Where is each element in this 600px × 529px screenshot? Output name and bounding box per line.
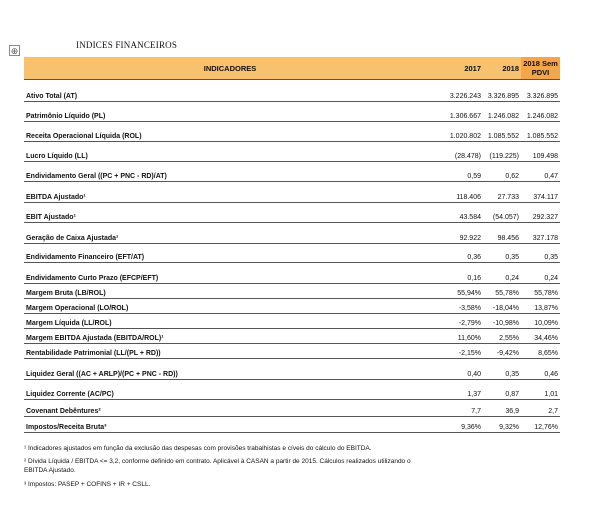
value-2017: (28.478) — [436, 142, 483, 162]
value-2018: 0,35 — [483, 244, 521, 263]
value-2018-sem-pdvi: 292.327 — [521, 203, 560, 223]
row-label: Margem Operacional (LO/ROL) — [24, 299, 436, 314]
value-2018-sem-pdvi: 374.117 — [521, 182, 560, 203]
table-row — [24, 244, 560, 263]
value-2018: 0,35 — [483, 359, 521, 380]
table-move-handle-icon[interactable]: ⊕ — [10, 46, 19, 56]
table-row — [24, 329, 560, 344]
value-2018-sem-pdvi: 1,01 — [521, 380, 560, 400]
value-2017: 9,36% — [436, 417, 483, 433]
value-2018: 0,62 — [483, 162, 521, 182]
page-title: INDICES FINANCEIROS — [76, 40, 178, 50]
value-2018: 55,78% — [483, 284, 521, 299]
value-2018-sem-pdvi: 55,78% — [521, 284, 560, 299]
value-2018-sem-pdvi: 3.326.895 — [521, 80, 560, 102]
row-label: Margem Bruta (LB/ROL) — [24, 284, 436, 299]
value-2018-sem-pdvi: 2,7 — [521, 400, 560, 417]
row-label: Patrimônio Líquido (PL) — [24, 102, 436, 122]
value-2017: 1,37 — [436, 380, 483, 400]
header-2017: 2017 — [436, 57, 483, 80]
value-2018-sem-pdvi: 8,65% — [521, 344, 560, 359]
value-2017: 1.020.802 — [436, 122, 483, 142]
table-row — [24, 162, 560, 182]
row-label: Endividamento Financeiro (EFT/AT) — [24, 244, 436, 263]
footnote-2: ² Dívida Líquida / EBITDA <= 3,2, conforme definido em contrato. Aplicável à CASAN a partir de 2015. Cálculos realizados utilizando o EBITDA Ajustado. — [24, 458, 411, 474]
table-row — [24, 359, 560, 380]
value-2018: -10,98% — [483, 314, 521, 329]
value-2018: 36,9 — [483, 400, 521, 417]
value-2018: 1.085.552 — [483, 122, 521, 142]
value-2018: 9,32% — [483, 417, 521, 433]
value-2018: 2,55% — [483, 329, 521, 344]
value-2017: 0,36 — [436, 244, 483, 263]
value-2017: 43.584 — [436, 203, 483, 223]
value-2017: 92.922 — [436, 223, 483, 244]
value-2017: 0,40 — [436, 359, 483, 380]
value-2018-sem-pdvi: 13,87% — [521, 299, 560, 314]
table-row — [24, 223, 560, 244]
value-2018-sem-pdvi: 34,46% — [521, 329, 560, 344]
row-label: Endividamento Curto Prazo (EFCP/EFT) — [24, 263, 436, 284]
row-label: Liquidez Geral ((AC + ARLP)/(PC + PNC - RD)) — [24, 359, 436, 380]
value-2018-sem-pdvi: 327.178 — [521, 223, 560, 244]
value-2018: 3.326.895 — [483, 80, 521, 102]
value-2017: 0,59 — [436, 162, 483, 182]
value-2017: 7,7 — [436, 400, 483, 417]
footnotes — [24, 444, 424, 494]
value-2017: 3.226.243 — [436, 80, 483, 102]
table-row — [24, 380, 560, 400]
value-2018-sem-pdvi: 10,09% — [521, 314, 560, 329]
row-label: Rentabilidade Patrimonial (LL/(PL + RD)) — [24, 344, 436, 359]
value-2017: 1.306.667 — [436, 102, 483, 122]
footnote-3: ³ Impostos: PASEP + COFINS + IR + CSLL. — [24, 481, 151, 488]
table-row — [24, 102, 560, 122]
table-row — [24, 203, 560, 223]
value-2017: -2,79% — [436, 314, 483, 329]
value-2018-sem-pdvi: 0,47 — [521, 162, 560, 182]
value-2018: 0,87 — [483, 380, 521, 400]
value-2018: (54.057) — [483, 203, 521, 223]
row-label: Ativo Total (AT) — [24, 80, 436, 102]
table-row — [24, 299, 560, 314]
table-row — [24, 284, 560, 299]
value-2018: -9,42% — [483, 344, 521, 359]
table-row — [24, 263, 560, 284]
value-2018-sem-pdvi: 0,46 — [521, 359, 560, 380]
row-label: Margem EBITDA Ajustada (EBITDA/ROL)¹ — [24, 329, 436, 344]
table-row — [24, 400, 560, 417]
row-label: Margem Líquida (LL/ROL) — [24, 314, 436, 329]
table-row — [24, 182, 560, 203]
value-2018-sem-pdvi: 12,76% — [521, 417, 560, 433]
financial-indices-table — [24, 57, 560, 433]
value-2018: 98.456 — [483, 223, 521, 244]
value-2018-sem-pdvi: 1.246.082 — [521, 102, 560, 122]
table-row — [24, 344, 560, 359]
row-label: Geração de Caixa Ajustada¹ — [24, 223, 436, 244]
value-2017: 118.406 — [436, 182, 483, 203]
value-2018-sem-pdvi: 1.085.552 — [521, 122, 560, 142]
table-row — [24, 122, 560, 142]
value-2018: -18,04% — [483, 299, 521, 314]
table-row — [24, 142, 560, 162]
value-2018: 27.733 — [483, 182, 521, 203]
value-2017: 55,94% — [436, 284, 483, 299]
header-indicators: INDICADORES — [24, 57, 436, 80]
value-2018: 0,24 — [483, 263, 521, 284]
table-row — [24, 80, 560, 102]
value-2017: 11,60% — [436, 329, 483, 344]
row-label: Lucro Líquido (LL) — [24, 142, 436, 162]
value-2018-sem-pdvi: 0,35 — [521, 244, 560, 263]
footnote-1: ¹ Indicadores ajustados em função da exclusão das despesas com provisões trabalhistas e cíveis do cálculo do EBITDA. — [24, 445, 372, 452]
table-row — [24, 314, 560, 329]
header-2018: 2018 — [483, 57, 521, 80]
value-2018: 1.246.082 — [483, 102, 521, 122]
value-2018-sem-pdvi: 109.498 — [521, 142, 560, 162]
row-label: Covenant Debêntures² — [24, 400, 436, 417]
row-label: Impostos/Receita Bruta³ — [24, 417, 436, 433]
row-label: Receita Operacional Líquida (ROL) — [24, 122, 436, 142]
value-2017: -3,58% — [436, 299, 483, 314]
value-2018-sem-pdvi: 0,24 — [521, 263, 560, 284]
header-2018-sem-pdvi: 2018 Sem PDVI — [521, 57, 560, 80]
value-2017: -2,15% — [436, 344, 483, 359]
table-header-row — [24, 57, 560, 80]
row-label: Liquidez Corrente (AC/PC) — [24, 380, 436, 400]
value-2018: (119.225) — [483, 142, 521, 162]
table-row — [24, 417, 560, 433]
row-label: EBIT Ajustado¹ — [24, 203, 436, 223]
row-label: Endividamento Geral ((PC + PNC - RD)/AT) — [24, 162, 436, 182]
value-2017: 0,16 — [436, 263, 483, 284]
row-label: EBITDA Ajustado¹ — [24, 182, 436, 203]
